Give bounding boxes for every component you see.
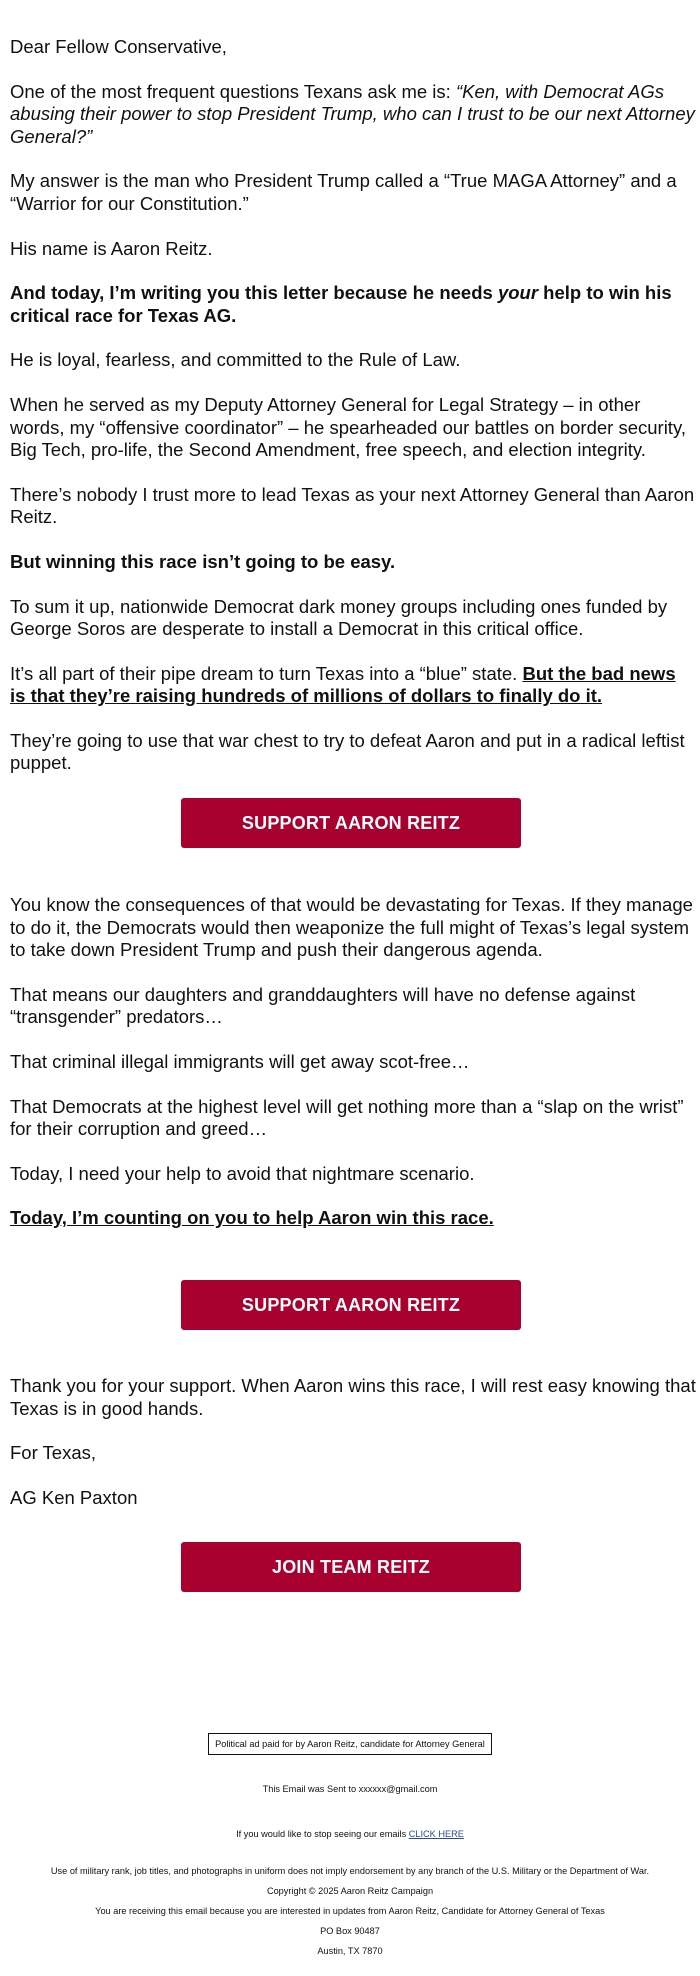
paragraph: When he served as my Deputy Attorney General for Legal Strategy – in other words, my “offensive coordinator” – he spearheaded our battles on border security, Big Tech, pro-life, the Second Amendment, free speech, and election integrity. — [10, 393, 686, 461]
underlined-paragraph: Today, I’m counting on you to help Aaron win this race. — [10, 1207, 494, 1229]
text-span: It’s all part of their pipe dream to turn Texas into a “blue” state. — [10, 662, 523, 684]
join-team-reitz-button[interactable]: JOIN TEAM REITZ — [181, 1542, 521, 1592]
paragraph: You know the consequences of that would be devastating for Texas. If they manage to do it, the Democrats would then weaponize the full might of Texas’s legal system to take down President Trump and push their dangerous agenda. — [10, 894, 693, 961]
signature: AG Ken Paxton — [10, 1486, 138, 1508]
greeting: Dear Fellow Conservative, — [10, 36, 227, 57]
military-notice: Use of military rank, job titles, and photographs in uniform does not imply endorsement by any branch of the U.S. Military or the Department of War. — [50, 1866, 650, 1876]
paragraph: Today, I need your help to avoid that nightmare scenario. — [10, 1162, 475, 1184]
letter-body — [10, 36, 696, 797]
letter-closing — [10, 1375, 696, 1531]
city-address: Austin, TX 7870 — [317, 1946, 383, 1956]
paid-for-disclaimer: Political ad paid for by Aaron Reitz, candidate for Attorney General — [208, 1733, 492, 1755]
text-span: And today, I’m writing you this letter because he needs — [10, 282, 498, 304]
po-box: PO Box 90487 — [320, 1926, 380, 1936]
paragraph — [10, 81, 696, 149]
emphasis: your — [497, 282, 539, 304]
paragraph: To sum it up, nationwide Democrat dark money groups including ones funded by George Soros are desperate to install a Democrat in this critical office. — [10, 595, 668, 640]
paragraph: That criminal illegal immigrants will get away scot-free… — [10, 1050, 470, 1072]
unsubscribe-link[interactable]: CLICK HERE — [408, 1829, 464, 1839]
support-aaron-reitz-button[interactable]: SUPPORT AARON REITZ — [181, 1280, 521, 1330]
paragraph: He is loyal, fearless, and committed to the Rule of Law. — [10, 349, 461, 371]
paragraph: Thank you for your support. When Aaron wins this race, I will rest easy knowing that Texas is in good hands. — [10, 1375, 696, 1419]
underlined-emphasis: But the bad news is that they’re raising hundreds of millions of dollars to finally do it. — [10, 662, 676, 707]
subscription-reason: You are receiving this email because you are interested in updates from Aaron Reitz, Candidate for Attorney General of Texas — [95, 1906, 605, 1916]
support-aaron-reitz-button[interactable]: SUPPORT AARON REITZ — [181, 798, 521, 848]
paragraph: That means our daughters and granddaughters will have no defense against “transgender” predators… — [10, 983, 636, 1028]
closing: For Texas, — [10, 1442, 97, 1464]
unsubscribe-line — [0, 1828, 700, 1840]
sent-to-line: This Email was Sent to xxxxxx@gmail.com — [262, 1784, 438, 1794]
paragraph: They’re going to use that war chest to try to defeat Aaron and put in a radical leftist puppet. — [10, 729, 685, 774]
copyright: Copyright © 2025 Aaron Reitz Campaign — [266, 1886, 434, 1896]
paragraph: His name is Aaron Reitz. — [10, 237, 213, 259]
paragraph — [10, 663, 696, 708]
bold-paragraph — [10, 282, 696, 327]
quote: “Ken, with Democrat AGs abusing their power to stop President Trump, who can I trust to be our next Attorney General?” — [10, 80, 695, 147]
paragraph: My answer is the man who President Trump called a “True MAGA Attorney” and a “Warrior for our Constitution.” — [10, 170, 677, 214]
unsubscribe-text: If you would like to stop seeing our emails — [236, 1829, 409, 1839]
letter-body-continued — [10, 894, 696, 1252]
paragraph: There’s nobody I trust more to lead Texas as your next Attorney General than Aaron Reitz. — [10, 483, 695, 528]
bold-paragraph: But winning this race isn’t going to be easy. — [10, 550, 396, 572]
disclaimer-row — [0, 1733, 700, 1755]
paragraph: That Democrats at the highest level will get nothing more than a “slap on the wrist” for their corruption and greed… — [10, 1095, 684, 1140]
paragraph-lead: One of the most frequent questions Texans ask me is: — [10, 80, 456, 102]
text-span: help to win his critical race for Texas AG. — [10, 282, 672, 326]
